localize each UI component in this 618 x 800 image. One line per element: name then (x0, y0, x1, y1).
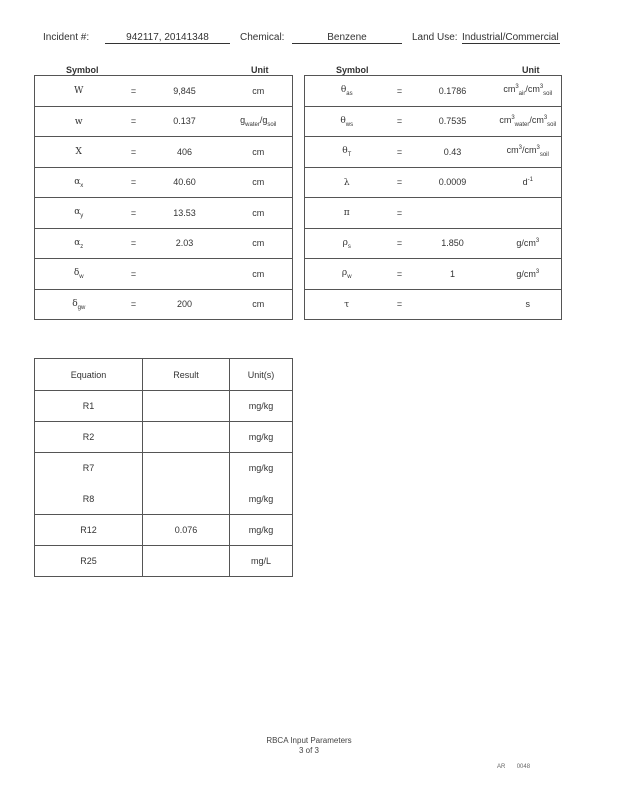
symbol-cell (305, 76, 389, 107)
chemical-value: Benzene (292, 32, 402, 44)
table-row (35, 515, 293, 546)
value-text: 0.1786 (438, 85, 467, 96)
unit-text: g (240, 114, 246, 125)
table-row (35, 228, 293, 259)
unit-denominator-superscript: 3 (543, 114, 548, 121)
symbol-cell (35, 198, 123, 229)
table-row (35, 106, 293, 137)
value-text: 1.850 (441, 238, 464, 249)
symbol-text: π (343, 208, 350, 219)
equals-cell (389, 198, 411, 229)
table-row (305, 228, 562, 259)
unit-cell: mg/kg (230, 515, 293, 546)
unit-denominator-superscript: 3 (536, 145, 540, 152)
equation-cell: R12 (35, 515, 143, 546)
equals-sign: = (396, 85, 403, 96)
symbol-subscript: T (347, 152, 352, 159)
unit-denominator: /cm (521, 145, 537, 156)
unit-text: d (522, 177, 528, 188)
equals-sign: = (130, 207, 137, 218)
value-text: 9,845 (173, 85, 196, 96)
value-text: 2.03 (175, 238, 194, 249)
equation-table (34, 358, 293, 577)
right-parameter-table (304, 75, 562, 320)
unit-cell (225, 137, 293, 168)
result-cell: 0.076 (143, 515, 230, 546)
right-unit-header: Unit (522, 65, 540, 75)
table-row (305, 137, 562, 168)
value-cell (145, 106, 225, 137)
symbol-cell (35, 76, 123, 107)
equals-sign: = (130, 116, 137, 127)
symbol-cell (305, 167, 389, 198)
unit-text: cm (252, 177, 265, 188)
unit-cell (495, 76, 562, 107)
equals-cell (389, 259, 411, 290)
footer-page-number: 3 of 3 (298, 746, 319, 755)
equals-sign: = (396, 146, 403, 157)
document-stamp (497, 764, 530, 770)
equation-cell: R2 (35, 422, 143, 453)
equals-sign: = (130, 177, 137, 188)
symbol-subscript: s (347, 243, 351, 250)
stamp-number: 0048 (516, 764, 531, 770)
equals-sign: = (130, 146, 137, 157)
table-row (35, 422, 293, 453)
symbol-text: ρ (341, 268, 348, 279)
equals-sign: = (396, 299, 403, 310)
equals-sign: = (396, 238, 403, 249)
unit-cell (225, 76, 293, 107)
symbol-text: w (74, 116, 83, 127)
value-cell (411, 228, 495, 259)
symbol-subscript: gw (77, 304, 86, 311)
equation-cell: R7 (35, 453, 143, 484)
unit-cell: mg/kg (230, 453, 293, 484)
symbol-subscript: w (347, 274, 352, 281)
result-cell (143, 391, 230, 422)
table-row (305, 289, 562, 320)
result-cell (143, 546, 230, 577)
unit-cell (495, 198, 562, 229)
equals-sign: = (130, 268, 137, 279)
chemical-label: Chemical: (240, 32, 285, 43)
symbol-text: τ (344, 299, 350, 310)
table-row (35, 546, 293, 577)
symbol-text: θ (342, 146, 348, 157)
unit-superscript: 3 (511, 114, 515, 121)
table-row (35, 198, 293, 229)
unit-cell (225, 106, 293, 137)
land-use-value: Industrial/Commercial (462, 32, 559, 43)
symbol-cell (305, 289, 389, 320)
symbol-subscript: y (80, 213, 84, 220)
symbol-text: θ (340, 115, 346, 126)
table-row (305, 198, 562, 229)
incident-label: Incident #: (43, 32, 90, 43)
value-text: 0.0009 (438, 177, 467, 188)
result-cell (143, 453, 230, 515)
symbol-cell (35, 259, 123, 290)
value-text: 200 (176, 299, 193, 310)
land-use-label: Land Use: (412, 32, 458, 43)
equals-cell (389, 76, 411, 107)
table-row (35, 167, 293, 198)
symbol-text: δ (72, 298, 78, 309)
value-cell (411, 289, 495, 320)
unit-cell (495, 137, 562, 168)
equals-cell (123, 198, 145, 229)
unit-superscript: 3 (535, 238, 540, 245)
value-text: 0.7535 (438, 116, 467, 127)
unit-cell (495, 259, 562, 290)
unit-superscript: 3 (535, 268, 540, 275)
symbol-text: α (74, 207, 81, 218)
equals-cell (123, 76, 145, 107)
unit-cell (495, 167, 562, 198)
symbol-cell (305, 228, 389, 259)
unit-denominator: /g (259, 114, 268, 125)
value-cell (145, 259, 225, 290)
value-cell (145, 167, 225, 198)
footer-title: RBCA Input Parameters (266, 736, 352, 745)
symbol-cell (35, 167, 123, 198)
equation-cell: R25 (35, 546, 143, 577)
unit-cell (225, 198, 293, 229)
unit-text: g/cm (516, 238, 536, 249)
unit-cell: mg/kg (230, 484, 293, 515)
value-text: 0.43 (443, 146, 462, 157)
symbol-cell (35, 228, 123, 259)
symbol-text: α (74, 237, 81, 248)
symbol-subscript: w (79, 274, 84, 281)
symbol-cell (305, 106, 389, 137)
symbol-cell (35, 137, 123, 168)
unit-cell (495, 106, 562, 137)
equals-cell (389, 137, 411, 168)
equals-cell (123, 137, 145, 168)
equals-cell (123, 106, 145, 137)
value-cell (145, 289, 225, 320)
equation-header: Equation (35, 359, 143, 391)
unit-text: cm (252, 238, 265, 249)
symbol-subscript: as (346, 91, 353, 98)
equals-cell (389, 228, 411, 259)
value-cell (411, 106, 495, 137)
equals-sign: = (396, 116, 403, 127)
table-row (35, 391, 293, 422)
unit-text: cm (503, 84, 516, 95)
symbol-cell (35, 106, 123, 137)
equals-cell (123, 228, 145, 259)
equation-cell: R8 (35, 484, 143, 515)
equals-cell (389, 106, 411, 137)
table-row (305, 106, 562, 137)
unit-subscript: water (245, 121, 260, 128)
unit-text: cm (506, 145, 519, 156)
symbol-cell (305, 259, 389, 290)
left-unit-header: Unit (251, 65, 269, 75)
table-row (305, 259, 562, 290)
symbol-subscript: x (80, 182, 84, 189)
symbol-text: X (75, 147, 82, 158)
unit-text: g/cm (516, 268, 536, 279)
unit-cell: mg/kg (230, 391, 293, 422)
value-text: 1 (449, 268, 455, 279)
symbol-text: δ (73, 268, 80, 279)
unit-subscript: air (518, 91, 526, 98)
unit-denominator-subscript: soil (539, 152, 549, 159)
unit-superscript: 3 (518, 145, 522, 152)
equals-sign: = (130, 238, 137, 249)
symbol-cell (35, 289, 123, 320)
result-header: Result (143, 359, 230, 391)
table-row (305, 76, 562, 107)
unit-denominator-subscript: soil (547, 121, 557, 128)
left-parameter-table (34, 75, 293, 320)
unit-cell (225, 228, 293, 259)
symbol-cell (305, 137, 389, 168)
value-cell (145, 76, 225, 107)
equation-cell: R1 (35, 391, 143, 422)
unit-cell: mg/kg (230, 422, 293, 453)
value-cell (411, 198, 495, 229)
value-text: 406 (176, 146, 193, 157)
symbol-cell (305, 198, 389, 229)
value-cell (411, 167, 495, 198)
unit-superscript: 3 (515, 84, 519, 91)
value-cell (411, 137, 495, 168)
symbol-text: ρ (342, 237, 348, 248)
symbol-text: W (74, 86, 84, 97)
stamp-initials: AR (497, 764, 506, 770)
equals-sign: = (396, 207, 403, 218)
equals-cell (123, 289, 145, 320)
symbol-text: α (74, 176, 81, 187)
unit-cell (225, 167, 293, 198)
equals-sign: = (130, 85, 137, 96)
equals-sign: = (396, 268, 403, 279)
equals-sign: = (396, 177, 403, 188)
equals-cell (123, 259, 145, 290)
unit-text: cm (252, 85, 265, 96)
symbol-subscript: ws (345, 121, 354, 128)
value-cell (411, 76, 495, 107)
symbol-subscript: z (80, 243, 84, 250)
table-row (35, 453, 293, 484)
unit-text: cm (252, 299, 265, 310)
unit-denominator: /cm (529, 114, 544, 125)
unit-subscript: water (514, 121, 530, 128)
symbol-text: λ (343, 177, 350, 188)
page-footer (209, 736, 409, 756)
equals-cell (389, 167, 411, 198)
value-cell (411, 259, 495, 290)
unit-cell: mg/L (230, 546, 293, 577)
equals-cell (123, 167, 145, 198)
value-cell (145, 228, 225, 259)
unit-denominator: /cm (525, 84, 540, 95)
unit-cell (495, 228, 562, 259)
equals-cell (389, 289, 411, 320)
value-cell (145, 198, 225, 229)
unit-text: s (525, 299, 530, 310)
value-text: 13.53 (173, 207, 196, 218)
unit-text: cm (252, 146, 265, 157)
unit-superscript: -1 (527, 177, 533, 184)
unit-cell (225, 289, 293, 320)
table-row (35, 137, 293, 168)
right-symbol-header: Symbol (336, 65, 369, 75)
table-row (35, 76, 293, 107)
table-row (35, 289, 293, 320)
table-row (305, 167, 562, 198)
unit-text: cm (252, 268, 265, 279)
unit-text: cm (252, 207, 265, 218)
unit-text: cm (499, 114, 512, 125)
value-text: 0.137 (173, 116, 196, 127)
equation-header-row (35, 359, 293, 391)
equals-sign: = (130, 299, 137, 310)
unit-denominator-subscript: soil (543, 91, 553, 98)
result-cell (143, 422, 230, 453)
units-header: Unit(s) (230, 359, 293, 391)
table-row (35, 259, 293, 290)
unit-denominator-superscript: 3 (539, 84, 544, 91)
value-cell (145, 137, 225, 168)
unit-cell (495, 289, 562, 320)
unit-denominator-subscript: soil (267, 121, 277, 128)
unit-cell (225, 259, 293, 290)
left-symbol-header: Symbol (66, 65, 99, 75)
value-text: 40.60 (173, 177, 196, 188)
symbol-text: θ (340, 85, 347, 96)
incident-value: 942117, 20141348 (105, 32, 230, 44)
